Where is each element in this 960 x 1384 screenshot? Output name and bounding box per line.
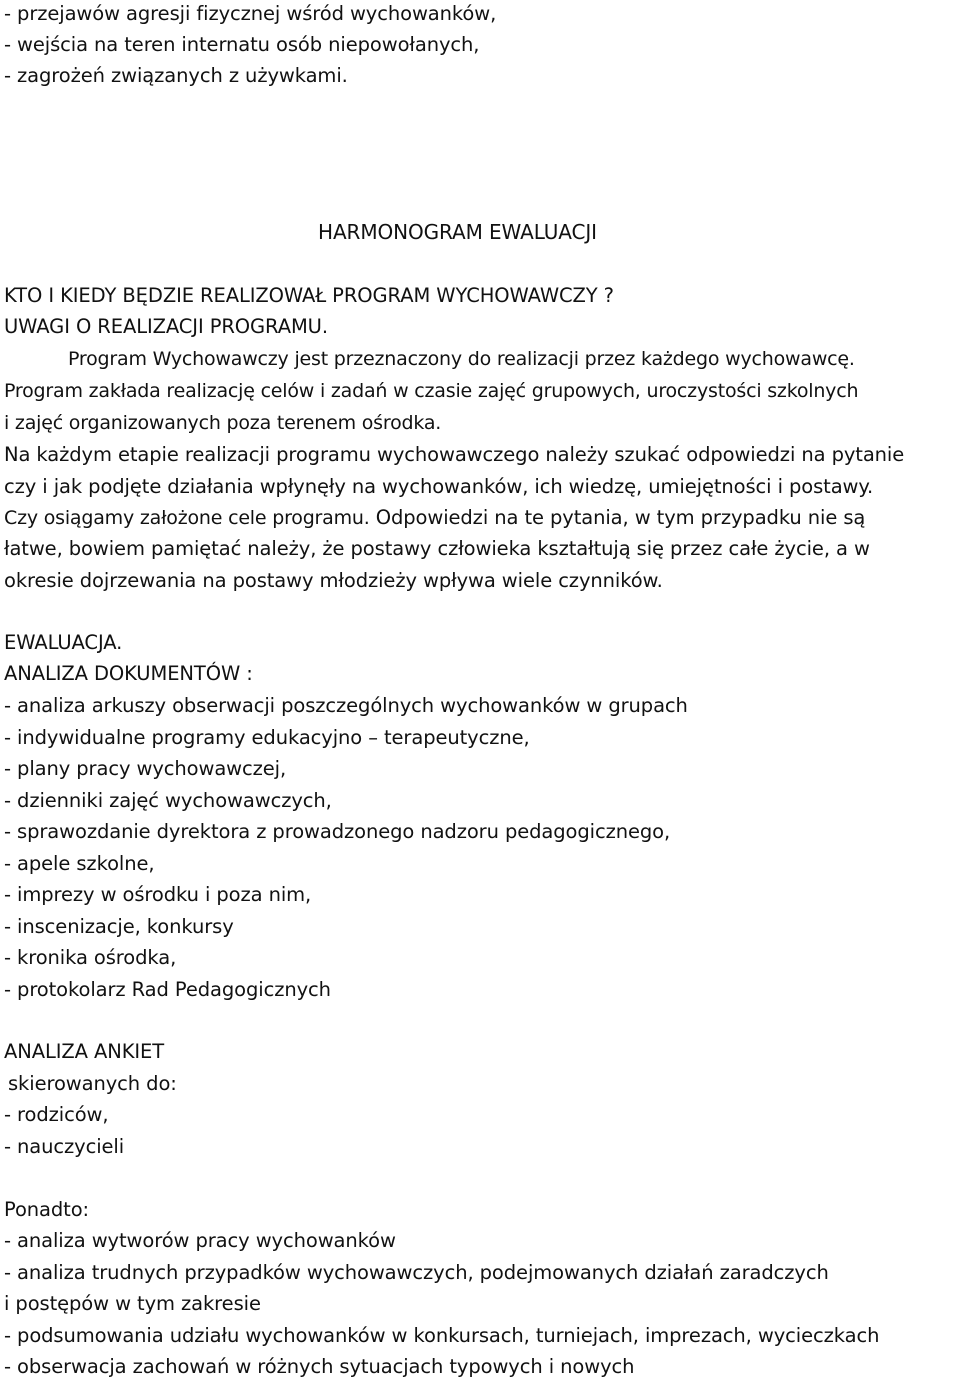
list-item: - analiza trudnych przypadków wychowawczych, podejmowanych działań zaradczych (4, 1261, 829, 1284)
list-item: - indywidualne programy edukacyjno – terapeutyczne, (4, 726, 530, 749)
list-item: - analiza wytworów pracy wychowanków (4, 1229, 396, 1252)
paragraph-2-line (4, 506, 865, 530)
paragraph-2-line: łatwe, bowiem pamiętać należy, że postawy człowieka kształtują się przez całe życie, a w (4, 537, 870, 560)
paragraph-2-answer: Odpowiedzi na te pytania, w tym przypadku nie są (369, 506, 866, 529)
list-item: - obserwacja zachowań w różnych sytuacjach typowych i nowych (4, 1355, 635, 1378)
list-item: - inscenizacje, konkursy (4, 915, 234, 938)
list-item: - protokolarz Rad Pedagogicznych (4, 978, 331, 1001)
list-item: - podsumowania udziału wychowanków w konkursach, turniejach, imprezach, wycieczkach (4, 1324, 880, 1347)
paragraph-2-line: okresie dojrzewania na postawy młodzieży wpływa wiele czynników. (4, 569, 663, 592)
list-item: - kronika ośrodka, (4, 946, 177, 969)
ewaluacja-heading: EWALUACJA. (4, 631, 123, 654)
paragraph-2-line: czy i jak podjęte działania wpłynęły na wychowanków, ich wiedzę, umiejętności i postawy. (4, 475, 874, 498)
list-item: - analiza arkuszy obserwacji poszczególnych wychowanków w grupach (4, 694, 688, 717)
list-item: - plany pracy wychowawczej, (4, 757, 287, 780)
harmonogram-heading: HARMONOGRAM EWALUACJI (318, 220, 597, 244)
list-item: - apele szkolne, (4, 852, 155, 875)
list-item: - przejawów agresji fizycznej wśród wychowanków, (4, 2, 497, 25)
paragraph-2-line: Na każdym etapie realizacji programu wychowawczego należy szukać odpowiedzi na pytanie (4, 443, 905, 466)
paragraph-1-line: Program zakłada realizację celów i zadań w czasie zajęć grupowych, uroczystości szkolnych (4, 380, 859, 402)
list-item: - nauczycieli (4, 1135, 125, 1158)
question-line: KTO I KIEDY BĘDZIE REALIZOWAŁ PROGRAM WYCHOWAWCZY ? (4, 284, 614, 307)
analiza-dokumentow-heading: ANALIZA DOKUMENTÓW : (4, 662, 253, 685)
ponadto-heading: Ponadto: (4, 1198, 90, 1221)
uwagi-heading: UWAGI O REALIZACJI PROGRAMU. (4, 315, 328, 338)
list-item: - dzienniki zajęć wychowawczych, (4, 789, 332, 812)
list-item: - wejścia na teren internatu osób niepowołanych, (4, 33, 480, 56)
list-item-continuation: i postępów w tym zakresie (4, 1292, 261, 1315)
list-item: - sprawozdanie dyrektora z prowadzonego nadzoru pedagogicznego, (4, 820, 671, 843)
list-item: - zagrożeń związanych z używkami. (4, 64, 348, 87)
analiza-ankiet-heading: ANALIZA ANKIET (4, 1040, 165, 1063)
analiza-ankiet-subheading: skierowanych do: (8, 1072, 177, 1095)
list-item: - rodziców, (4, 1103, 109, 1126)
paragraph-1-line: Program Wychowawczy jest przeznaczony do realizacji przez każdego wychowawcę. (68, 348, 855, 370)
paragraph-1-line: i zajęć organizowanych poza terenem ośrodka. (4, 412, 442, 434)
paragraph-2-question: Czy osiągamy założone cele programu. (4, 507, 370, 529)
list-item: - imprezy w ośrodku i poza nim, (4, 883, 312, 906)
